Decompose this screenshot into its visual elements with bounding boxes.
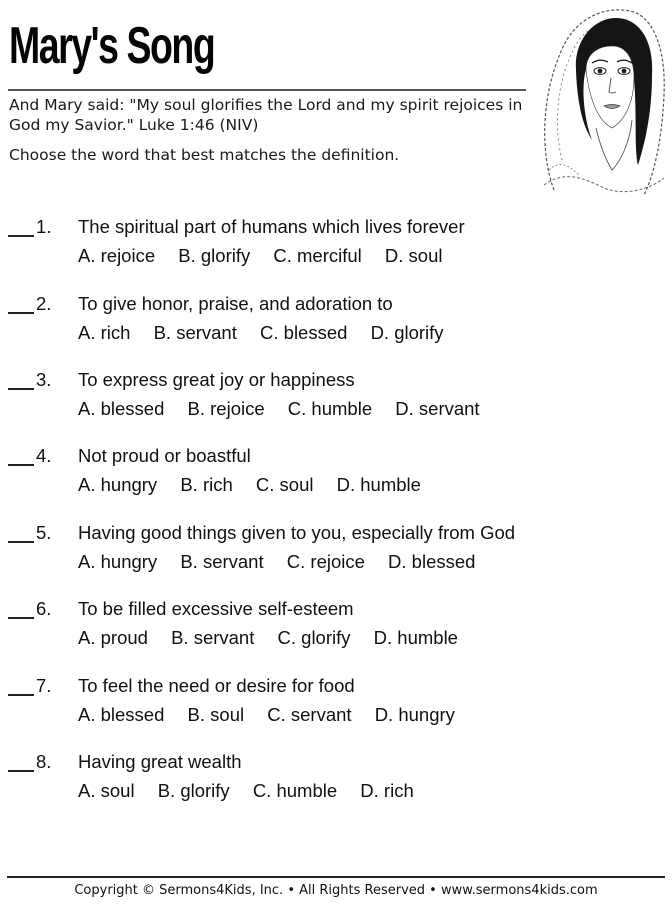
option-d: D. blessed: [388, 551, 476, 572]
option-b: B. rich: [180, 474, 233, 495]
option-b: B. glorify: [157, 780, 230, 801]
option-a: A. hungry: [78, 474, 158, 495]
question-prompt: Having great wealth: [78, 751, 242, 772]
question-number: 4.: [36, 445, 52, 466]
worksheet-title: Mary's Song: [9, 17, 215, 75]
question-3: [0, 368, 640, 428]
answer-blank[interactable]: [8, 235, 34, 237]
question-number: 6.: [36, 598, 52, 619]
answer-options: [78, 473, 439, 497]
option-d: D. rich: [360, 780, 414, 801]
option-c: C. humble: [252, 780, 338, 801]
option-c: C. blessed: [260, 322, 348, 343]
question-8: [0, 750, 640, 810]
answer-blank[interactable]: [8, 541, 34, 543]
option-c: C. servant: [267, 704, 352, 725]
bible-verse: And Mary said: "My soul glorifies the Lord and my spirit rejoices in God my Savior." Luke 1:46 (NIV): [9, 96, 523, 134]
answer-options: [78, 550, 493, 574]
option-b: B. glorify: [178, 245, 251, 266]
answer-options: [78, 244, 461, 268]
option-d: D. humble: [336, 474, 421, 495]
question-number: 8.: [36, 751, 52, 772]
question-prompt: To feel the need or desire for food: [78, 675, 355, 696]
question-prompt: Having good things given to you, especially from God: [78, 522, 516, 543]
option-d: D. humble: [373, 627, 458, 648]
question-number: 5.: [36, 522, 52, 543]
answer-blank[interactable]: [8, 617, 34, 619]
question-prompt: To give honor, praise, and adoration to: [78, 293, 393, 314]
option-b: B. rejoice: [187, 398, 265, 419]
option-d: D. servant: [395, 398, 480, 419]
option-b: B. servant: [180, 551, 264, 572]
answer-blank[interactable]: [8, 312, 34, 314]
question-number: 7.: [36, 675, 52, 696]
option-a: A. hungry: [78, 551, 158, 572]
question-4: [0, 444, 640, 504]
option-c: C. soul: [255, 474, 314, 495]
answer-options: [78, 397, 498, 421]
answer-options: [78, 321, 462, 345]
option-b: B. servant: [153, 322, 237, 343]
option-a: A. rejoice: [78, 245, 156, 266]
option-d: D. hungry: [374, 704, 455, 725]
option-c: C. humble: [287, 398, 373, 419]
mary-portrait-image: [534, 0, 672, 198]
question-prompt: To be filled excessive self-esteem: [78, 598, 354, 619]
answer-blank[interactable]: [8, 694, 34, 696]
footer-divider: [7, 876, 665, 878]
option-a: A. rich: [78, 322, 131, 343]
question-1: [0, 215, 640, 275]
question-number: 3.: [36, 369, 52, 390]
answer-blank[interactable]: [8, 770, 34, 772]
option-d: D. soul: [384, 245, 443, 266]
option-c: C. merciful: [273, 245, 362, 266]
title-divider: [8, 89, 526, 91]
option-b: B. servant: [171, 627, 255, 648]
question-7: [0, 674, 640, 734]
question-6: [0, 597, 640, 657]
option-a: A. blessed: [78, 398, 165, 419]
question-number: 1.: [36, 216, 52, 237]
answer-blank[interactable]: [8, 388, 34, 390]
copyright-footer: Copyright © Sermons4Kids, Inc. • All Rights Reserved • www.sermons4kids.com: [74, 883, 598, 898]
option-a: A. proud: [78, 627, 148, 648]
question-2: [0, 292, 640, 352]
option-d: D. glorify: [370, 322, 444, 343]
answer-options: [78, 626, 476, 650]
option-c: C. rejoice: [286, 551, 365, 572]
question-prompt: Not proud or boastful: [78, 445, 251, 466]
question-prompt: The spiritual part of humans which lives forever: [78, 216, 465, 237]
option-b: B. soul: [187, 704, 245, 725]
instructions: Choose the word that best matches the definition.: [9, 146, 400, 164]
option-c: C. glorify: [277, 627, 351, 648]
option-a: A. soul: [78, 780, 135, 801]
answer-options: [78, 703, 473, 727]
answer-blank[interactable]: [8, 464, 34, 466]
question-prompt: To express great joy or happiness: [78, 369, 355, 390]
option-a: A. blessed: [78, 704, 165, 725]
question-5: [0, 521, 640, 581]
answer-options: [78, 779, 432, 803]
question-number: 2.: [36, 293, 52, 314]
